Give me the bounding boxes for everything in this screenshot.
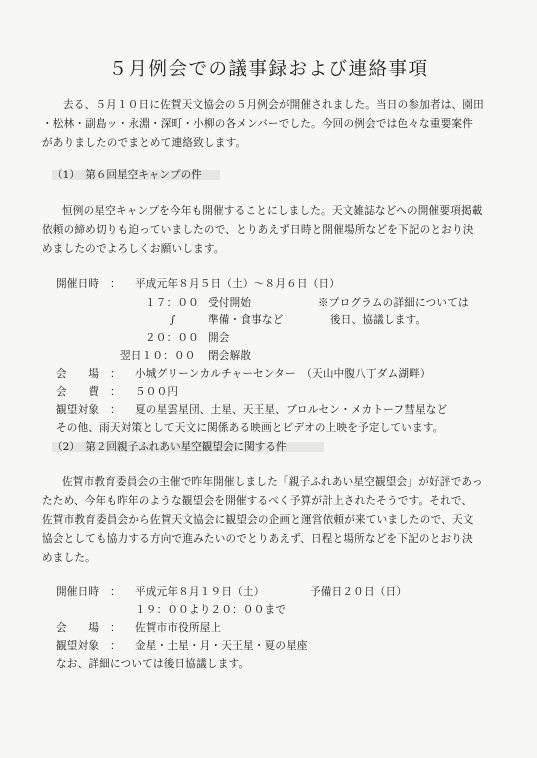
section1-tilde-desc: 準備・食事など (208, 314, 284, 326)
section1-target-value: 夏の星雲星団、土星、天王星、ブロルセン・メカトーフ彗星など (135, 404, 448, 416)
section1-body-line: 恒例の星空キャンプを今年も開催することにしました。天文雑誌などへの開催要項掲載 (62, 205, 483, 217)
section2-body-line: 佐賀市教育委員会の主催で昨年開催しました「親子ふれあい星空観望会」が好評であっ (62, 476, 483, 488)
section2-date-value: 平成元年８月１９日（土） (135, 586, 265, 598)
section2-body-line: たため、今年も昨年のような観望会を開催するべく予算が計上されたそうです。それで、 (42, 495, 473, 507)
section1-time3-desc: 閉会解散 (208, 350, 252, 362)
section2-date-label: 開催日時 ： (56, 586, 121, 598)
section1-time3: 翌日１０：００ (120, 350, 196, 362)
section2-spare-date: 予備日２０日（日） (310, 586, 408, 598)
intro-line: 去る、５月１０日に佐賀天文協会の５月例会が開催されました。当日の参加者は、園田 (63, 99, 484, 111)
section1-target-label: 観望対象 ： (56, 404, 121, 416)
section2-target-label: 観望対象 ： (56, 640, 121, 652)
section2-target-value: 金星・土星・月・天王星・夏の星座 (135, 640, 308, 652)
section1-date-label: 開催日時 ： (56, 278, 121, 290)
section2-body-line: 佐賀市教育委員会から佐賀天文協会に観望会の企画と運営依頼が来ていましたので、天文 (42, 514, 474, 526)
intro-line: がありましたのでまとめて連絡致します。 (42, 137, 247, 149)
section1-venue-value: 小城グリーンカルチャーセンター （天山中腹八丁ダム湖畔） (135, 368, 431, 380)
section1-time2-desc: 開会 (208, 332, 230, 344)
section2-body-line: 協会としても協力する方向で進みたいのでとりあえず、日程と場所などを下記のとおり決 (42, 533, 473, 545)
section1-time1-desc: 受付開始 (208, 297, 252, 309)
section1-note: ※プログラムの詳細については (318, 297, 469, 309)
section1-date-value: 平成元年８月５日（土）～８月６日（日） (135, 278, 341, 290)
section1-venue-label: 会 場 ： (56, 368, 121, 380)
document-title: ５月例会での議事録および連絡事項 (108, 59, 429, 80)
section1-note: 後日、協議します。 (330, 314, 427, 326)
section1-fee-value: ５００円 (135, 386, 179, 398)
section1-time2: ２０：００ (145, 332, 199, 344)
section2-body-line: めました。 (42, 552, 96, 564)
section1-fee-label: 会 費 ： (56, 386, 121, 398)
intro-line: ・松林・副島ッ・永淵・深町・小柳の各メンバーでした。今回の例会では色々な重要案件 (42, 118, 474, 130)
section2-time: １９：００より２０：００まで (135, 604, 287, 616)
section1-body-line: めましたのでよろしくお願いします。 (42, 243, 225, 255)
section2-heading: （2） 第２回親子ふれあい星空観望会に関する件 (52, 441, 287, 453)
section1-body-line: 依頼の締め切りも迫っていましたので、とりあえず日時と開催場所などを下記のとおり決 (42, 224, 474, 236)
section1-time1: １７：００ (145, 297, 199, 309)
section1-tilde: ∫ (170, 314, 176, 326)
section1-other: その他、雨天対策として天文に関係ある映画とビデオの上映を予定しています。 (56, 422, 444, 434)
section2-closing: なお、詳細については後日協議します。 (56, 658, 250, 670)
section2-venue-label: 会 場 ： (56, 622, 121, 634)
section2-venue-value: 佐賀市市役所屋上 (135, 622, 222, 634)
section1-heading: （1） 第６回星空キャンプの件 (52, 169, 202, 181)
